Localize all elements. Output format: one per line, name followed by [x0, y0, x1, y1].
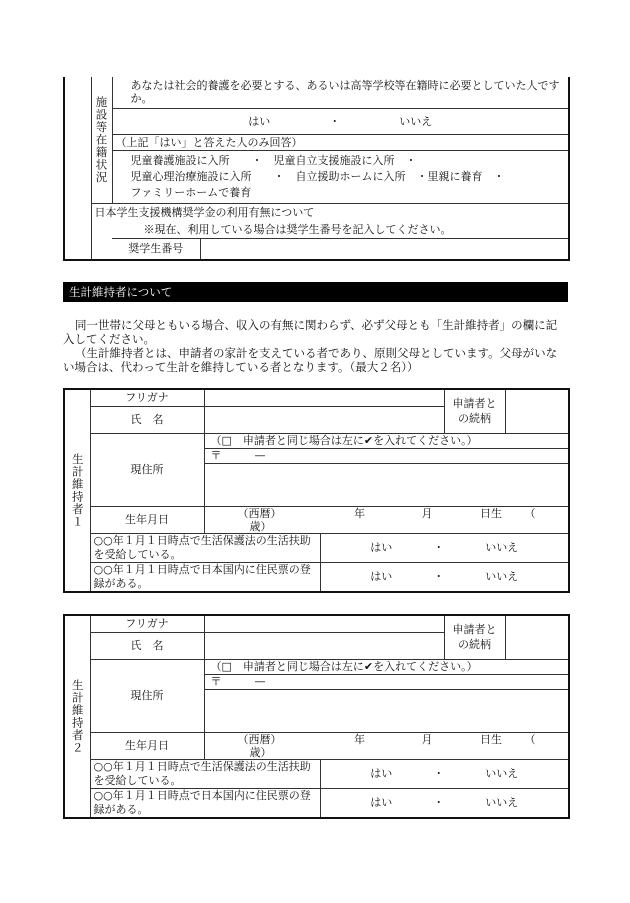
- scholar-number-label: 奨学生番号: [112, 238, 200, 260]
- relation-label-line-2: の続柄: [458, 412, 491, 426]
- supporter-vertical-cell: [64, 389, 90, 592]
- address-label: 現住所: [90, 433, 204, 506]
- no-option[interactable]: いいえ: [485, 767, 519, 780]
- jasso-label: 日本学生支援機構奨学金の利用有無について: [91, 203, 569, 221]
- no-option[interactable]: いいえ: [399, 114, 433, 128]
- welfare-answer[interactable]: [320, 759, 569, 788]
- relation-field[interactable]: [505, 615, 569, 659]
- name-label: 氏 名: [90, 406, 204, 433]
- supporter-table-1: [63, 388, 570, 593]
- dot-separator: ・: [329, 114, 341, 128]
- age-label: 歳）: [249, 745, 272, 759]
- check-mark-icon: ✔: [363, 660, 374, 673]
- relation-label-line-2: の続柄: [458, 638, 491, 652]
- day-label: 日生: [480, 506, 502, 520]
- same-address-note-tail: を入れてください。）: [373, 434, 478, 447]
- name-field[interactable]: [204, 632, 444, 659]
- facility-vertical-cell: [91, 77, 112, 203]
- facility-status-table: [63, 77, 570, 261]
- birth-label: 生年月日: [90, 732, 204, 759]
- relation-label: [444, 615, 505, 659]
- facility-options[interactable]: [112, 150, 569, 203]
- welfare-question: ○○年１月１日時点で生活保護法の生活扶助を受給している。: [90, 759, 320, 788]
- year-label: 年: [354, 732, 365, 746]
- facility-options-line-2[interactable]: 児童心理治療施設に入所 ・ 自立援助ホームに入所 ・里親に養育 ・: [130, 169, 505, 183]
- no-option[interactable]: いいえ: [485, 796, 519, 809]
- address-field[interactable]: [204, 689, 569, 732]
- relation-label-line-1: 申請者と: [452, 623, 497, 637]
- dot-separator: ・: [433, 767, 445, 780]
- furigana-field[interactable]: [204, 389, 444, 406]
- age-label: 歳）: [249, 519, 272, 533]
- yes-option[interactable]: はい: [370, 767, 393, 780]
- same-address-note[interactable]: [204, 659, 569, 674]
- no-option[interactable]: いいえ: [485, 541, 519, 554]
- supporter-vertical-cell: [64, 615, 90, 818]
- yes-option[interactable]: はい: [370, 541, 393, 554]
- intro-paragraph-1: 同一世帯に父母ともいる場合、収入の有無に関わらず、必ず父母とも「生計維持者」の欄に記入してください。: [63, 318, 558, 346]
- resident-answer[interactable]: [320, 562, 569, 592]
- relation-label-line-1: 申請者と: [452, 397, 497, 411]
- intro-paragraph-2: （生計維持者とは、申請者の家計を支えている者であり、原則父母としています。父母がいない場合は、代わって生計を維持している者となります。（最大２名））: [63, 346, 558, 374]
- birth-era: （西暦）: [237, 732, 282, 746]
- welfare-question: ○○年１月１日時点で生活保護法の生活扶助を受給している。: [90, 533, 320, 562]
- year-label: 年: [354, 506, 365, 520]
- same-address-note[interactable]: [204, 433, 569, 448]
- same-address-note-tail: を入れてください。）: [373, 660, 478, 673]
- table-margin: [64, 221, 91, 238]
- name-label: 氏 名: [90, 632, 204, 659]
- resident-answer[interactable]: [320, 788, 569, 818]
- same-address-checkbox[interactable]: （□ 申請者と同じ場合は左に: [210, 434, 364, 447]
- table-margin: [64, 238, 91, 260]
- table-margin: [64, 203, 91, 221]
- furigana-field[interactable]: [204, 615, 444, 632]
- facility-options-line-3[interactable]: ファミリーホームで養育: [130, 185, 252, 199]
- check-mark-icon: ✔: [363, 434, 374, 447]
- postal-code-field[interactable]: 〒 —: [204, 674, 569, 689]
- facility-answer-cell[interactable]: [112, 108, 569, 134]
- furigana-label: フリガナ: [90, 389, 204, 406]
- supporter-vertical-label: 生計維持者１: [70, 452, 85, 528]
- no-option[interactable]: いいえ: [485, 570, 519, 583]
- jasso-note: ※現在、利用している場合は奨学生番号を記入してください。: [91, 221, 569, 238]
- welfare-answer[interactable]: [320, 533, 569, 562]
- birth-field[interactable]: [204, 732, 569, 759]
- supporter-table-2: [63, 614, 570, 819]
- yes-only-note: （上記「はい」と答えた人のみ回答）: [112, 134, 569, 150]
- facility-vertical-label: 施設等在籍状況: [94, 96, 109, 184]
- dot-separator: ・: [433, 796, 445, 809]
- dot-separator: ・: [433, 541, 445, 554]
- resident-question: ○○年１月１日時点で日本国内に住民票の登録がある。: [90, 788, 320, 818]
- birth-label: 生年月日: [90, 506, 204, 533]
- address-field[interactable]: [204, 463, 569, 506]
- age-open: （: [524, 506, 536, 520]
- yes-option[interactable]: はい: [370, 796, 393, 809]
- table-margin: [64, 77, 91, 203]
- birth-field[interactable]: [204, 506, 569, 533]
- relation-field[interactable]: [505, 389, 569, 433]
- day-label: 日生: [480, 732, 502, 746]
- supporter-vertical-label: 生計維持者２: [70, 678, 85, 754]
- resident-question: ○○年１月１日時点で日本国内に住民票の登録がある。: [90, 562, 320, 592]
- furigana-label: フリガナ: [90, 615, 204, 632]
- birth-era: （西暦）: [237, 506, 282, 520]
- month-label: 月: [421, 506, 433, 520]
- month-label: 月: [421, 732, 433, 746]
- name-field[interactable]: [204, 406, 444, 433]
- address-label: 現住所: [90, 659, 204, 732]
- section-heading-bar: 生計維持者について: [63, 282, 568, 302]
- same-address-checkbox[interactable]: （□ 申請者と同じ場合は左に: [210, 660, 364, 673]
- yes-option[interactable]: はい: [248, 114, 271, 128]
- facility-question: あなたは社会的養護を必要とする、あるいは高等学校等在籍時に必要としていた人ですか。: [112, 77, 569, 108]
- table-margin: [91, 238, 112, 260]
- age-open: （: [524, 732, 536, 746]
- intro-text: [63, 318, 568, 374]
- relation-label: [444, 389, 505, 433]
- yes-option[interactable]: はい: [370, 570, 393, 583]
- facility-options-line-1[interactable]: 児童養護施設に入所 ・ 児童自立支援施設に入所 ・: [130, 153, 417, 167]
- scholar-number-field[interactable]: [200, 238, 569, 260]
- dot-separator: ・: [433, 570, 445, 583]
- postal-code-field[interactable]: 〒 —: [204, 448, 569, 463]
